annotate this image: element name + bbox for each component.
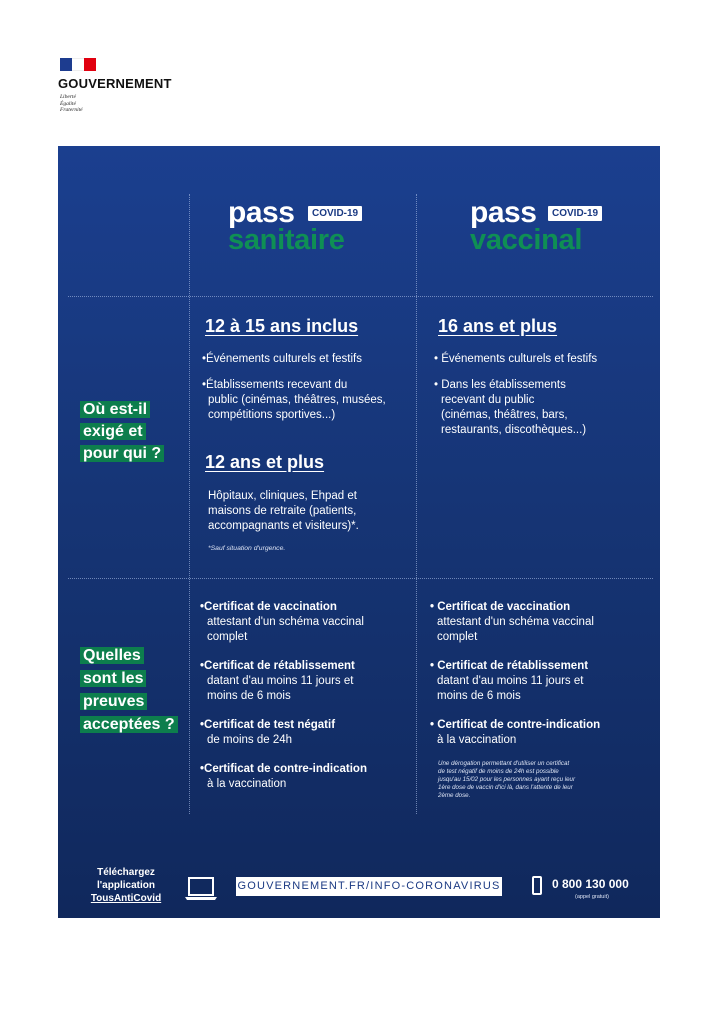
app-name-link[interactable]: TousAntiCovid xyxy=(90,893,162,904)
emergency-note: *Sauf situation d'urgence. xyxy=(208,545,286,552)
government-name: GOUVERNEMENT xyxy=(58,76,172,91)
vaccinal-proofs-list: • Certificat de vaccination attestant d'un schéma vaccinal complet • Certificat de rétablissement datant d'au moins 11 jours et moins de 6 mois • Certificat de contre-indication à la vaccination xyxy=(430,601,601,746)
french-flag-logo xyxy=(60,58,96,71)
phone-icon xyxy=(532,876,542,895)
laptop-icon xyxy=(184,876,218,902)
row-divider xyxy=(68,578,653,579)
where-question: Où est-il exigé et pour qui ? xyxy=(80,399,164,465)
derogation-note: Une dérogation permettant d'utiliser un certificat de test négatif de moins de 24h est possible jusqu'au 15/02 pour les personnes ayant reçu leur 1ère dose de vaccin d'ici là, dans l'attente de leur 2ème dose. xyxy=(438,760,576,799)
sanitaire-proofs-list: •Certificat de vaccination attestant d'un schéma vaccinal complet •Certificat de rétablissement datant d'au moins 11 jours et moins de 6 mois •Certificat de test négatif de moins de 24h •Certificat de contre-indication à la vaccination xyxy=(200,601,367,790)
age-16-plus: 16 ans et plus xyxy=(438,316,558,336)
sanitaire-hospital-text: Hôpitaux, cliniques, Ehpad et maisons de retraite (patients, accompagnants et visiteurs)*. xyxy=(208,490,359,532)
row-divider xyxy=(68,296,653,297)
age-12-15: 12 à 15 ans inclus xyxy=(205,316,359,336)
covid-pass-poster: pass COVID-19 sanitaire pass COVID-19 vaccinal Où est-il exigé et pour qui ? 12 à 15 ans inclus •Événements culturels et festifs •Établissements recevant du public (cinémas, théâtres, musées, compétitions sportives...) 12 ans et plus Hôpitaux, cliniques, Ehpad et maisons de retraite (patients, accompagnants et visiteurs)*. *Sauf situation d'urgence. 16 ans et plus • Événements culturels et festifs • Dans les établissements recevant du public (cinémas, théâtres, bars, restaurants, discothèques...) Quelles sont les preuves acceptées ? •Certificat de vaccination attestant d'un schéma vaccinal complet •Certificat de rétablissement datant d'au moins 11 jours et moins de 6 mois •Certificat de test négatif de moins de 24h •Certificat de contre-indication à la vaccination • Certificat de vaccination attestant d'un schéma vaccinal complet • Certificat de rétablissement datant d'au moins 11 jours et moins de 6 mois • Certificat de contre-indication à la vaccination Une dérogation permettant d'utiliser un certificat de test négatif de moins de 24h est possible jusqu'au 15/02 pour les personnes ayant reçu leur 1ère dose de vaccin d'ici là, dans l'attente de leur 2ème dose. Téléchargez l'application TousAntiCovid GOUVERNEMENT.FR/INFO-CORONAVIRUS 0 800 130 000 (appel gratuit) xyxy=(58,146,660,918)
proofs-question: Quelles sont les preuves acceptées ? xyxy=(80,644,178,736)
info-url-link[interactable]: GOUVERNEMENT.FR/INFO-CORONAVIRUS xyxy=(236,877,502,896)
government-motto: Liberté Égalité Fraternité xyxy=(60,94,83,113)
phone-number[interactable]: 0 800 130 000 xyxy=(552,877,629,891)
download-app-text: Téléchargez l'application TousAntiCovid xyxy=(90,867,162,904)
phone-free-note: (appel gratuit) xyxy=(575,894,609,900)
vaccinal-where-list: • Événements culturels et festifs • Dans les établissements recevant du public (cinémas, théâtres, bars, restaurants, discothèques...) xyxy=(434,353,598,436)
column-divider xyxy=(189,194,190,814)
sanitaire-where-list: •Événements culturels et festifs •Établissements recevant du public (cinémas, théâtres, musées, compétitions sportives...) xyxy=(202,353,386,421)
column-divider xyxy=(416,194,417,814)
age-12-plus: 12 ans et plus xyxy=(205,452,325,472)
